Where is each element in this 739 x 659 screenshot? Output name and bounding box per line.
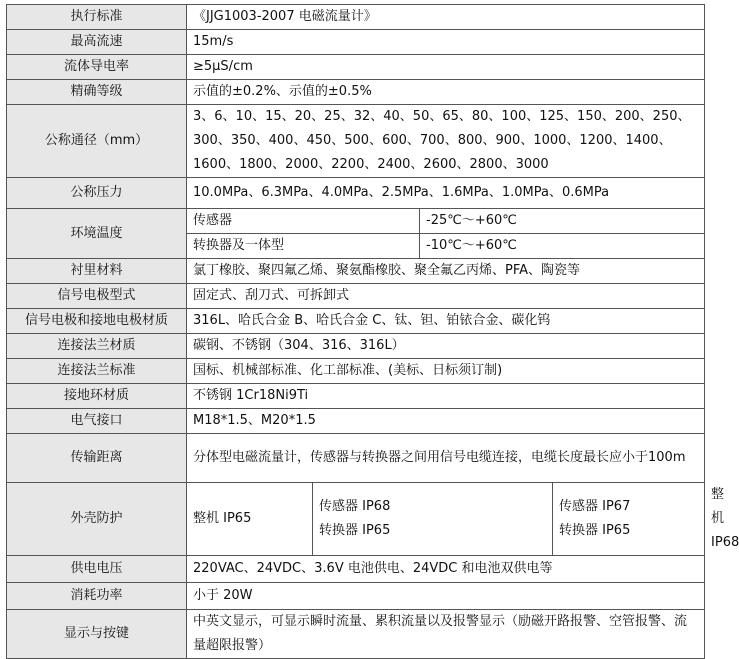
ground-ring-label: 接地环材质 — [7, 384, 187, 409]
flange-standard-value: 国标、机械部标准、化工部标准、(美标、日标须订制) — [187, 359, 705, 384]
row-electrical — [7, 409, 705, 434]
flange-material-value: 碳钢、不锈钢（304、316、316L） — [187, 334, 705, 359]
accuracy-value: 示值的±0.2%、示值的±0.5% — [187, 80, 705, 105]
row-lining — [7, 259, 705, 284]
row-pressure — [7, 178, 705, 209]
row-electrode-material — [7, 309, 705, 334]
electrical-label: 电气接口 — [7, 409, 187, 434]
row-power — [7, 556, 705, 583]
electrode-type-value: 固定式、刮刀式、可拆卸式 — [187, 284, 705, 309]
row-distance — [7, 434, 705, 483]
protection-col3 — [553, 483, 705, 556]
electrode-material-value: 316L、哈氏合金 B、哈氏合金 C、钛、钽、铂铱合金、碳化钨 — [187, 309, 705, 334]
max-velocity-label: 最高流速 — [7, 30, 187, 55]
row-temperature-sensor — [7, 209, 705, 234]
row-accuracy — [7, 80, 705, 105]
max-velocity-value: 15m/s — [187, 30, 705, 55]
power-value: 220VAC、24VDC、3.6V 电池供电、24VDC 和电池双供电等 — [187, 556, 705, 583]
temperature-label: 环境温度 — [7, 209, 187, 259]
row-consumption — [7, 583, 705, 610]
row-conductivity — [7, 55, 705, 80]
conductivity-value: ≥5μS/cm — [187, 55, 705, 80]
standard-value: 《JJG1003-2007 电磁流量计》 — [187, 5, 705, 30]
diameter-value: 3、6、10、15、20、25、32、40、50、65、80、100、125、150、200、250、300、350、400、450、500、600、700、800、900、1000、1200、1400、1600、1800、2000、2200、2400、2600、2800、3000 — [187, 105, 705, 178]
protection-col2-line1: 传感器 IP68 — [319, 499, 391, 514]
pressure-value: 10.0MPa、6.3MPa、4.0MPa、2.5MPa、1.6MPa、1.0MPa、0.6MPa — [187, 178, 705, 209]
row-display — [7, 610, 705, 659]
display-value: 中英文显示，可显示瞬时流量、累积流量以及报警显示（励磁开路报警、空管报警、流量超限报警） — [187, 610, 705, 659]
protection-col3-line2: 转换器 IP65 — [559, 523, 631, 538]
temperature-sensor-value: -25℃～+60℃ — [420, 209, 705, 234]
protection-label: 外壳防护 — [7, 483, 187, 556]
temperature-sensor-label: 传感器 — [187, 209, 420, 234]
consumption-value: 小于 20W — [187, 583, 705, 610]
standard-label: 执行标准 — [7, 5, 187, 30]
spec-table — [6, 4, 739, 659]
row-flange-material — [7, 334, 705, 359]
row-protection: 外壳防护 整机 IP65 传感器 IP68 转换器 IP65 传感器 IP67 转换器 IP65 整机 IP68 — [7, 483, 705, 556]
power-label: 供电电压 — [7, 556, 187, 583]
protection-col3-line1: 传感器 IP67 — [559, 499, 631, 514]
consumption-label: 消耗功率 — [7, 583, 187, 610]
electrode-type-label: 信号电极型式 — [7, 284, 187, 309]
protection-col2 — [313, 483, 553, 556]
electrode-material-label: 信号电极和接地电极材质 — [7, 309, 187, 334]
electrical-value: M18*1.5、M20*1.5 — [187, 409, 705, 434]
lining-value: 氯丁橡胶、聚四氟乙烯、聚氨酯橡胶、聚全氟乙丙烯、PFA、陶瓷等 — [187, 259, 705, 284]
accuracy-label: 精确等级 — [7, 80, 187, 105]
display-label: 显示与按键 — [7, 610, 187, 659]
lining-label: 衬里材料 — [7, 259, 187, 284]
conductivity-label: 流体导电率 — [7, 55, 187, 80]
pressure-label: 公称压力 — [7, 178, 187, 209]
row-electrode-type — [7, 284, 705, 309]
ground-ring-value: 不锈钢 1Cr18Ni9Ti — [187, 384, 705, 409]
diameter-label: 公称通径（mm） — [7, 105, 187, 178]
row-diameter — [7, 105, 705, 178]
row-flange-standard — [7, 359, 705, 384]
distance-value: 分体型电磁流量计，传感器与转换器之间用信号电缆连接，电缆长度最长应小于100m — [187, 434, 705, 483]
temperature-converter-label: 转换器及一体型 — [187, 234, 420, 259]
distance-label: 传输距离 — [7, 434, 187, 483]
row-ground-ring — [7, 384, 705, 409]
protection-col1: 整机 IP65 — [187, 483, 313, 556]
row-standard — [7, 5, 705, 30]
protection-col2-line2: 转换器 IP65 — [319, 523, 391, 538]
row-max-velocity — [7, 30, 705, 55]
flange-material-label: 连接法兰材质 — [7, 334, 187, 359]
flange-standard-label: 连接法兰标准 — [7, 359, 187, 384]
temperature-converter-value: -10℃～+60℃ — [420, 234, 705, 259]
